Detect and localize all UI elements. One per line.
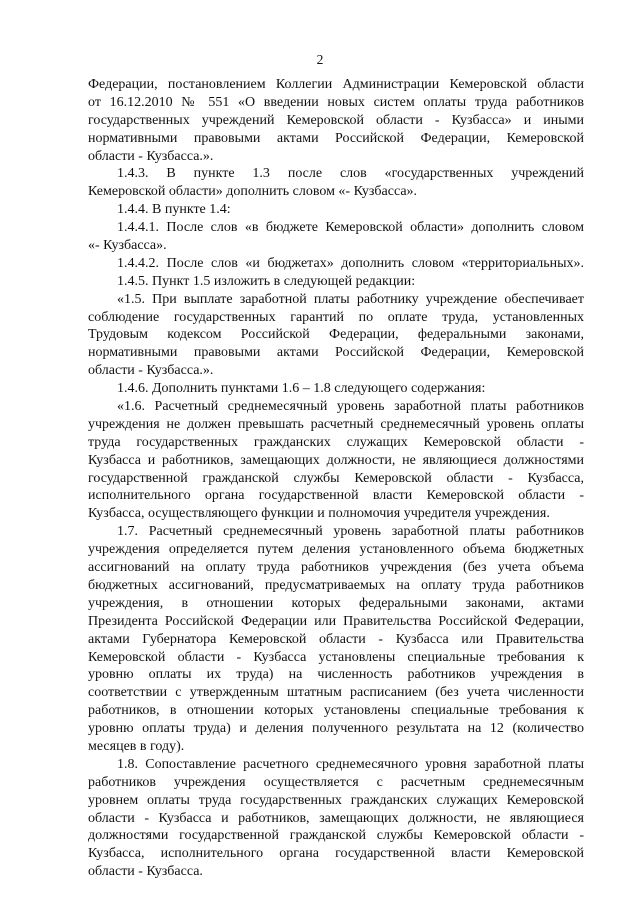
text-line: государственной гражданской службы Кемеровской области - Кузбасса, (88, 470, 584, 486)
text-line: соблюдение государственных гарантий по оплате труда, установленных (88, 309, 584, 325)
text-line: 1.8. Сопоставление расчетного среднемесячного уровня заработной платы (117, 756, 584, 772)
text-line: Федерации, постановлением Коллегии Администрации Кемеровской области (88, 77, 584, 92)
text-line: работников, в отношении которых установлены специальные требования к (88, 703, 584, 719)
text-line: 1.4.4.2. После слов «и бюджетах» дополнить словом «территориальных». (117, 255, 584, 271)
text-line: 1.4.4.1. После слов «в бюджете Кемеровской области» дополнить словом (117, 220, 584, 236)
text-line: области - Кузбасса.». (88, 363, 214, 379)
text-line: от 16.12.2010 № 551 «О введении новых систем оплаты труда работников (88, 94, 584, 110)
text-line: Кемеровской области - Кузбасса установлены специальные требования к (88, 649, 584, 665)
text-line: Кузбасса и работников, замещающих должности, не являющиеся должностями (88, 452, 584, 468)
text-line: 1.7. Расчетный среднемесячный уровень заработной платы работников (117, 524, 584, 540)
text-line: уровню оплаты труда) и деления полученного результата на 12 (количество (88, 721, 584, 737)
text-line: бюджетных ассигнований, предусматриваемых на оплату труда работников (88, 577, 584, 593)
text-line: учреждения, в отношении которых федеральными законами, актами (88, 595, 584, 611)
text-line: области - Кузбасса и работников, замещающих должности, не являющиеся (88, 810, 584, 826)
text-line: уровню оплаты их труда) на численность работников учреждения в (88, 667, 584, 683)
text-line: 1.4.6. Дополнить пунктами 1.6 – 1.8 следующего содержания: (117, 381, 486, 397)
text-line: актами Губернатора Кемеровской области - Кузбасса или Правительства (88, 631, 584, 647)
text-line: 1.4.3. В пункте 1.3 после слов «государственных учреждений (117, 166, 584, 182)
text-line: ассигнований на оплату труда работников учреждения (без учета объема (88, 560, 584, 576)
text-line: учреждения определяется путем деления установленного объема бюджетных (88, 542, 584, 558)
text-line: уровнем оплаты труда государственных гражданских служащих Кемеровской (88, 792, 584, 808)
text-line: Трудовым кодексом Российской Федерации, федеральными законами, (88, 327, 584, 343)
text-line: нормативными правовыми актами Российской Федерации, Кемеровской (88, 345, 584, 361)
text-line: Кемеровской области» дополнить словом «- Кузбасса». (88, 184, 418, 200)
text-line: 1.4.5. Пункт 1.5 изложить в следующей редакции: (117, 273, 416, 289)
text-line: «- Кузбасса». (88, 238, 167, 254)
text-line: учреждения не должен превышать расчетный среднемесячный уровень оплаты (88, 416, 584, 432)
text-line: Президента Российской Федерации или Правительства Российской Федерации, (88, 613, 584, 629)
text-line: работников учреждения осуществляется с расчетным среднемесячным (88, 774, 584, 790)
text-line: области - Кузбасса.». (88, 148, 214, 164)
text-line: нормативными правовыми актами Российской Федерации, Кемеровской (88, 130, 584, 146)
text-line: «1.5. При выплате заработной платы работнику учреждение обеспечивает (117, 291, 584, 307)
text-line: исполнительного органа государственной власти Кемеровской области - (88, 488, 584, 504)
text-line: труда государственных гражданских служащих Кемеровской области - (88, 434, 584, 450)
document-body (88, 76, 584, 881)
text-line: «1.6. Расчетный среднемесячный уровень заработной платы работников (117, 399, 584, 415)
text-line: Кузбасса, осуществляющего функции и полномочия учредителя учреждения. (88, 506, 550, 522)
text-line: 1.4.4. В пункте 1.4: (117, 202, 231, 218)
text-line: Кузбасса, исполнительного органа государственной власти Кемеровской (88, 846, 584, 862)
text-line: области - Кузбасса. (88, 864, 203, 880)
text-line: государственных учреждений Кемеровской области - Кузбасса» и иными (88, 112, 584, 128)
page-number: 2 (316, 52, 324, 67)
text-line: соответствии с утвержденным штатным расписанием (без учета численности (88, 685, 584, 701)
text-line: должностями государственной гражданской службы Кемеровской области - (88, 828, 584, 844)
text-line: месяцев в году). (88, 738, 185, 754)
